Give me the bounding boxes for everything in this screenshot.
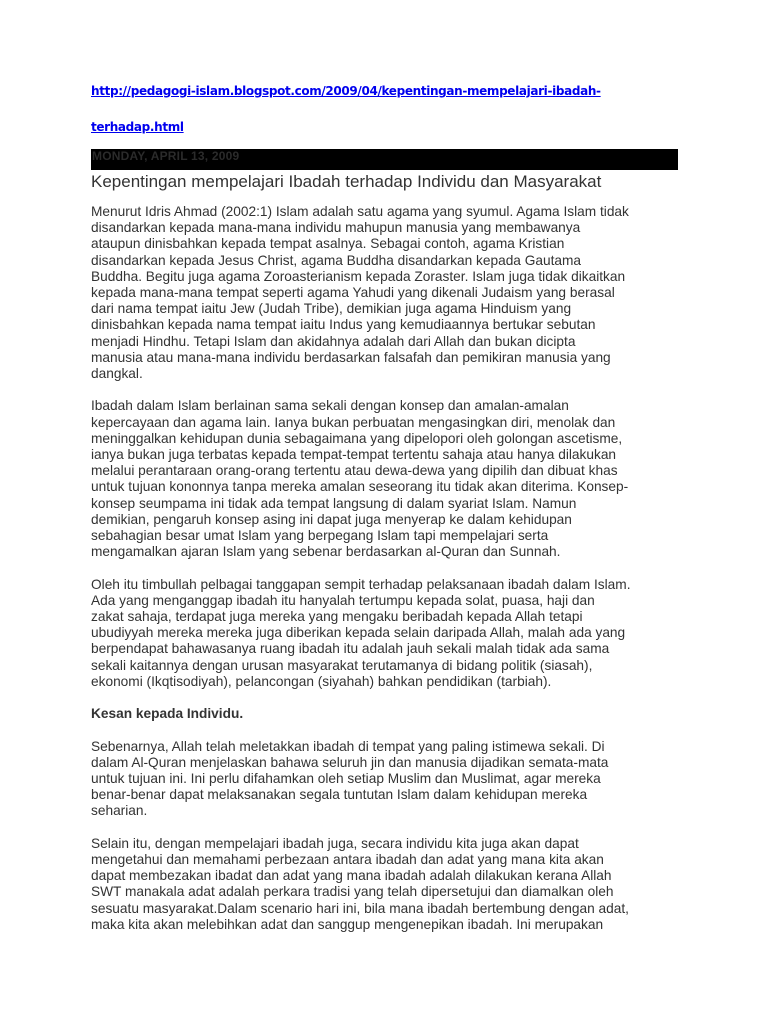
text-line: Oleh itu timbullah pelbagai tanggapan sempit terhadap pelaksanaan ibadah dalam Islam.: [91, 576, 631, 592]
post-date-bar: [91, 149, 678, 170]
text-line: maka kita akan melebihkan adat dan sanggup mengenepikan ibadah. Ini merupakan: [91, 916, 604, 932]
text-line: dapat membezakan ibadat dan adat yang mana ibadah adalah dilakukan kerana Allah: [91, 868, 612, 884]
paragraph-1: [91, 204, 681, 382]
text-line: seharian.: [91, 803, 148, 819]
text-line: untuk tujuan kononnya tanpa mereka amalan seseorang itu tidak akan diterima. Konsep-: [91, 479, 629, 495]
text-line: ataupun dinisbahkan kepada tempat asalnya. Sebagai contoh, agama Kristian: [91, 236, 565, 252]
text-line: mengetahui dan memahami perbezaan antara ibadah dan adat yang mana kita akan: [91, 852, 604, 868]
text-line: benar-benar dapat melaksanakan segala tuntutan Islam dalam kehidupan mereka: [91, 787, 588, 803]
text-line: dangkal.: [91, 366, 143, 382]
section-heading: Kesan kepada Individu.: [91, 706, 244, 722]
text-line: mengamalkan ajaran Islam yang sebenar berdasarkan al-Quran dan Sunnah.: [91, 544, 561, 560]
text-line: dari nama tempat iaitu Jew (Judah Tribe), demikian juga agama Hinduism yang: [91, 301, 572, 317]
text-line: sekali kaitannya dengan urusan masyarakat terutamanya di bidang politik (siasah),: [91, 657, 593, 673]
text-line: zakat sahaja, terdapat juga mereka yang mengaku beribadah kepada Allah tetapi: [91, 609, 583, 625]
text-line: Sebenarnya, Allah telah meletakkan ibadah di tempat yang paling istimewa sekali. Di: [91, 738, 605, 754]
text-line: dinisbahkan kepada nama tempat iaitu Indus yang kemudiaannya bertukar sebutan: [91, 317, 596, 333]
paragraph-3: [91, 577, 681, 690]
text-line: melalui perantaraan orang-orang tertentu atau dewa-dewa yang dipilih dan dibuat khas: [91, 463, 618, 479]
text-line: demikian, pengaruh konsep asing ini dapat juga menyerap ke dalam kehidupan: [91, 511, 572, 527]
text-line: berpendapat bahawasanya ruang ibadah itu adalah jauh sekali malah tidak ada sama: [91, 641, 610, 657]
paragraph-2: [91, 398, 681, 560]
text-line: konsep seumpama ini tidak ada tempat langsung di dalam syariat Islam. Namun: [91, 495, 577, 511]
text-line: SWT manakala adat adalah perkara tradisi yang telah dipersetujui dan diamalkan oleh: [91, 884, 614, 900]
text-line: manusia atau mana-mana individu berdasarkan falsafah dan pemikiran manusia yang: [91, 349, 611, 365]
text-line: Ada yang menganggap ibadah itu hanyalah tertumpu kepada solat, puasa, haji dan: [91, 592, 595, 608]
text-line: ekonomi (Ikqtisodiyah), pelancongan (siyahah) bahkan pendidikan (tarbiah).: [91, 673, 552, 689]
text-line: sebahagian besar umat Islam yang berpegang Islam tapi mempelajari serta: [91, 528, 549, 544]
text-line: disandarkan kepada mana-mana individu mahupun manusia yang membawanya: [91, 220, 581, 236]
text-line: Selain itu, dengan mempelajari ibadah juga, secara individu kita juga akan dapat: [91, 835, 579, 851]
text-line: Menurut Idris Ahmad (2002:1) Islam adalah satu agama yang syumul. Agama Islam tidak: [91, 204, 629, 219]
text-line: Ibadah dalam Islam berlainan sama sekali dengan konsep dan amalan-amalan: [91, 398, 569, 414]
post-body: [91, 204, 681, 949]
text-line: kepada mana-mana tempat seperti agama Yahudi yang dikenali Judaism yang berasal: [91, 285, 615, 301]
text-line: ubudiyyah mereka mereka juga diberikan kepada selain daripada Allah, malah ada yang: [91, 625, 626, 641]
paragraph-5: [91, 836, 681, 933]
text-line: Buddha. Begitu juga agama Zoroasterianism kepada Zoraster. Islam juga tidak dikaitkan: [91, 268, 626, 284]
text-line: disandarkan kepada Jesus Christ, agama Buddha disandarkan kepada Gautama: [91, 252, 582, 268]
text-line: meninggalkan kehidupan dunia sebagaimana yang dipelopori oleh golongan ascetisme,: [91, 430, 623, 446]
text-line: sesuatu masyarakat.Dalam scenario hari ini, bila mana ibadah bertembung dengan adat,: [91, 900, 629, 916]
post-title: Kepentingan mempelajari Ibadah terhadap Individu dan Masyarakat: [91, 172, 602, 191]
text-line: dalam Al-Quran menjelaskan bahawa seluruh jin dan manusia dijadikan semata-mata: [91, 754, 609, 770]
text-line: untuk tujuan ini. Ini perlu difahamkan oleh setiap Muslim dan Muslimat, agar mereka: [91, 771, 601, 787]
post-date: MONDAY, APRIL 13, 2009: [92, 149, 240, 163]
source-url-link-line-1[interactable]: http://pedagogi-islam.blogspot.com/2009/04/kepentingan-mempelajari-ibadah-: [91, 84, 601, 98]
source-url-link-line-2[interactable]: terhadap.html: [91, 120, 184, 134]
paragraph-4: [91, 739, 681, 820]
text-line: kepercayaan dan agama lain. Ianya bukan perbuatan mengasingkan diri, menolak dan: [91, 414, 616, 430]
text-line: ianya bukan juga terbatas kepada tempat-tempat tertentu sahaja atau hanya dilakukan: [91, 447, 617, 463]
text-line: menjadi Hindhu. Tetapi Islam dan akidahnya adalah dari Allah dan bukan dicipta: [91, 333, 576, 349]
